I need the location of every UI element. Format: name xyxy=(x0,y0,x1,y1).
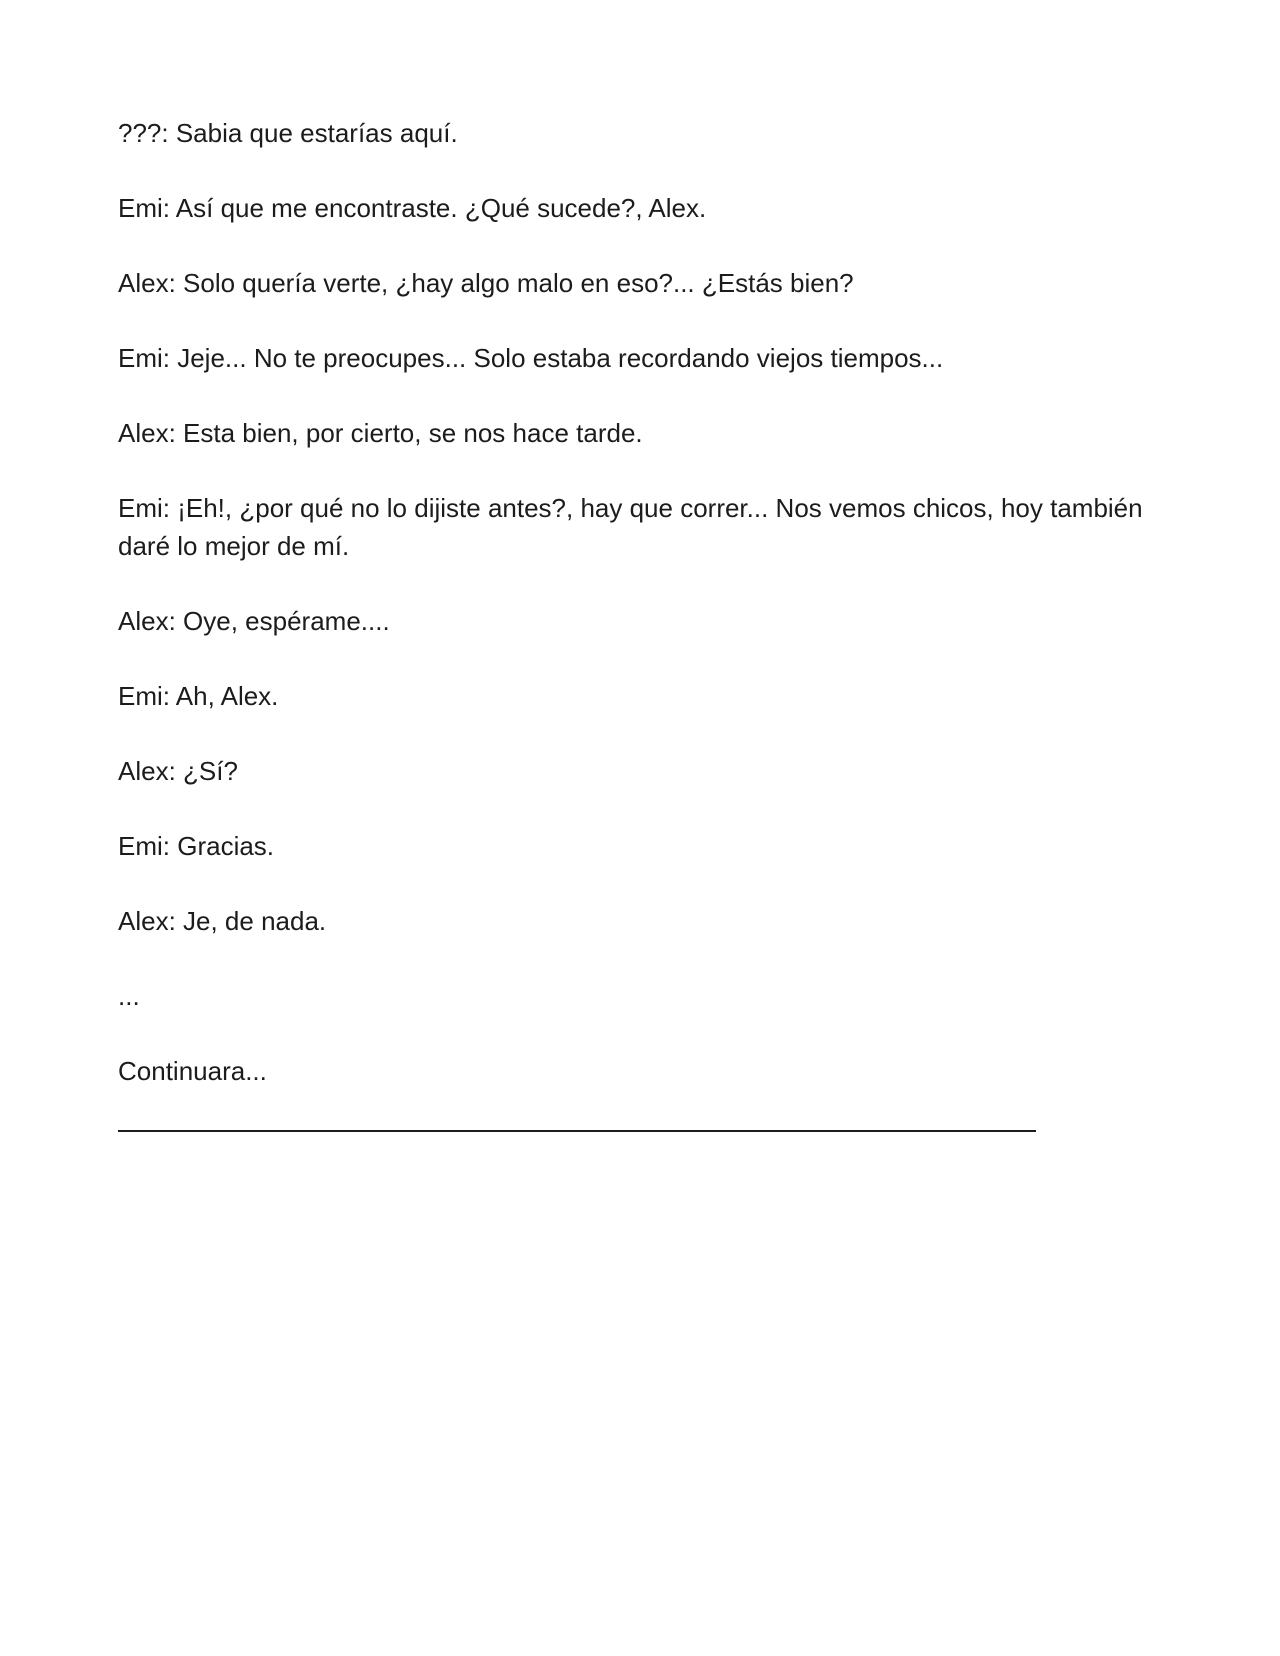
ellipsis-line: ... xyxy=(118,981,140,1011)
dialogue-line: Alex: ¿Sí? xyxy=(118,756,238,786)
dialogue-line: Alex: Esta bien, por cierto, se nos hace tarde. xyxy=(118,418,643,448)
horizontal-rule xyxy=(118,1130,1036,1132)
dialogue-line: ???: Sabia que estarías aquí. xyxy=(118,118,458,148)
dialogue-line: Alex: Solo quería verte, ¿hay algo malo en eso?... ¿Estás bien? xyxy=(118,268,854,298)
continuation-note: Continuara... xyxy=(118,1056,267,1086)
dialogue-line: Emi: Jeje... No te preocupes... Solo estaba recordando viejos tiempos... xyxy=(118,343,944,373)
dialogue-line: Alex: Oye, espérame.... xyxy=(118,606,390,636)
document-body xyxy=(118,114,1178,1132)
dialogue-line: Emi: Ah, Alex. xyxy=(118,681,279,711)
dialogue-line: Emi: Así que me encontraste. ¿Qué sucede?, Alex. xyxy=(118,193,707,223)
dialogue-line: Alex: Je, de nada. xyxy=(118,906,327,936)
dialogue-line: Emi: Gracias. xyxy=(118,831,275,861)
dialogue-line: Emi: ¡Eh!, ¿por qué no lo dijiste antes?, hay que correr... Nos vemos chicos, hoy también daré lo mejor de mí. xyxy=(118,493,1143,561)
